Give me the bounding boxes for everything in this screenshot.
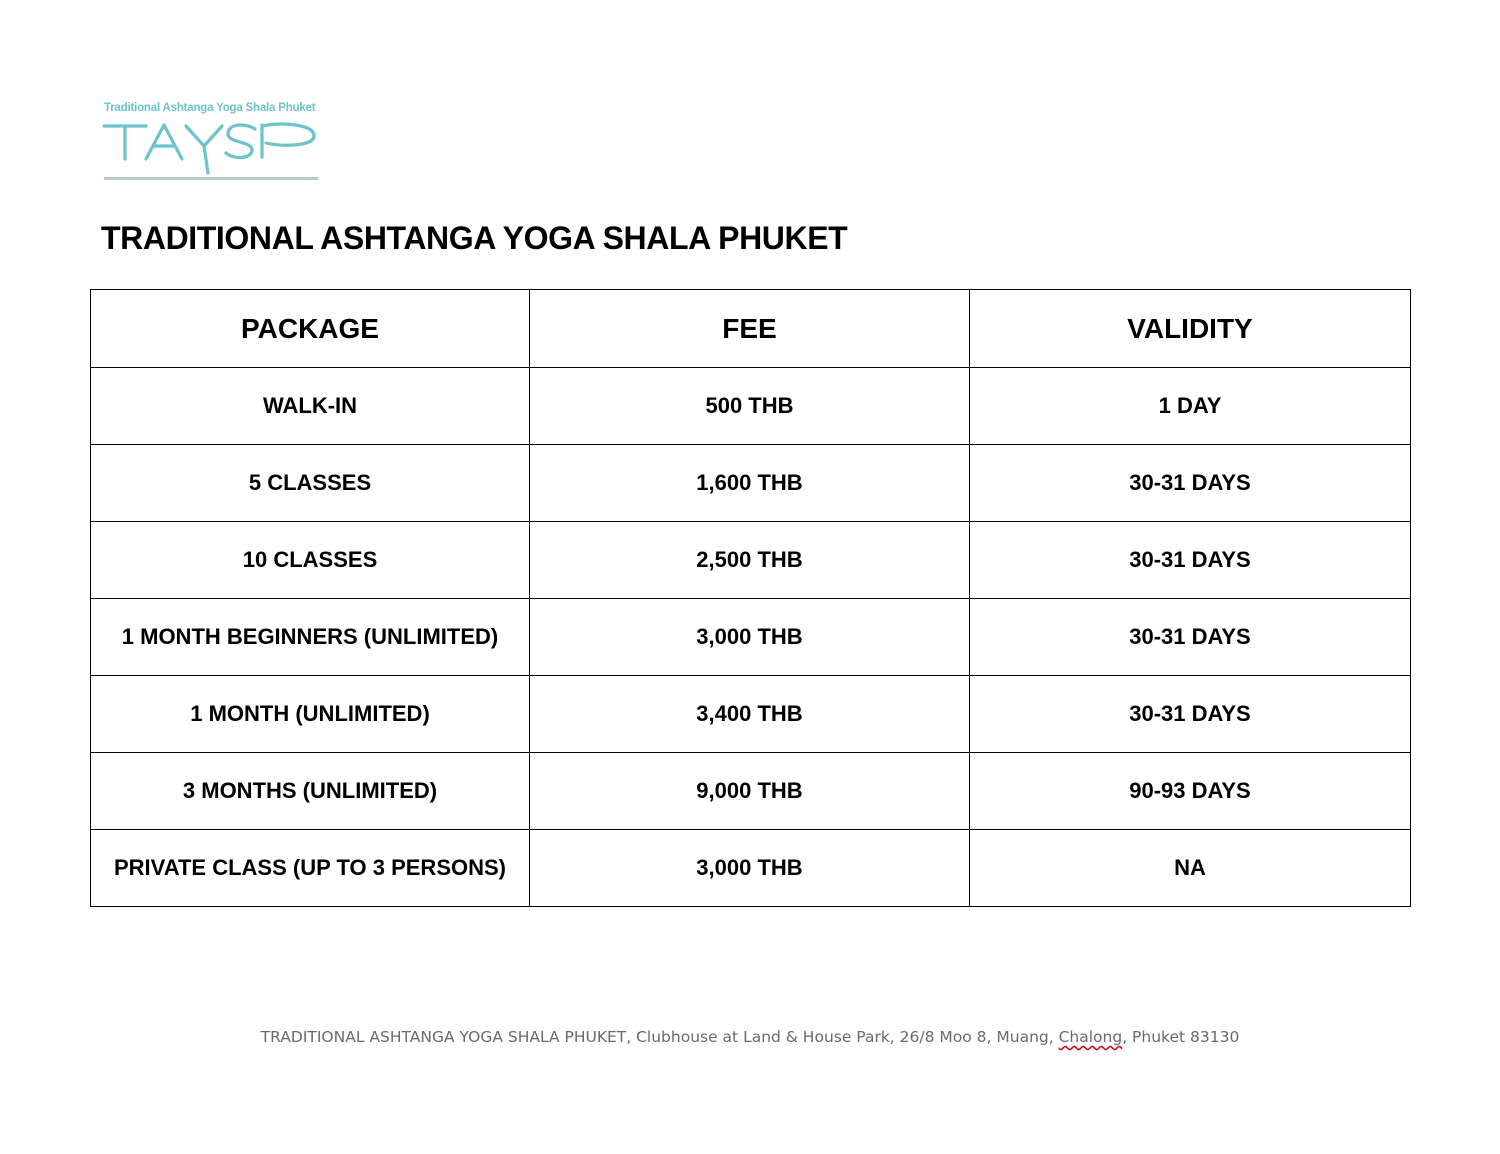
table-row — [91, 599, 1411, 676]
fee-cell: 3,400 THB — [530, 676, 970, 753]
validity-cell: 30-31 DAYS — [970, 676, 1411, 753]
package-cell: 5 CLASSES — [91, 445, 530, 522]
fee-cell: 9,000 THB — [530, 753, 970, 830]
validity-cell: 30-31 DAYS — [970, 599, 1411, 676]
package-cell: 3 MONTHS (UNLIMITED) — [91, 753, 530, 830]
header-validity: VALIDITY — [970, 290, 1411, 368]
fee-cell: 3,000 THB — [530, 599, 970, 676]
validity-cell: NA — [970, 830, 1411, 907]
header-package: PACKAGE — [91, 290, 530, 368]
fee-cell: 1,600 THB — [530, 445, 970, 522]
fee-cell: 500 THB — [530, 368, 970, 445]
header-fee: FEE — [530, 290, 970, 368]
footer-address-end: , Phuket 83130 — [1122, 1028, 1240, 1046]
footer-address — [0, 1028, 1500, 1046]
fee-cell: 3,000 THB — [530, 830, 970, 907]
footer-address-text: TRADITIONAL ASHTANGA YOGA SHALA PHUKET, Clubhouse at Land & House Park, 26/8 Moo 8, Muang, — [260, 1028, 1059, 1046]
table-row — [91, 368, 1411, 445]
fee-cell: 2,500 THB — [530, 522, 970, 599]
table-row — [91, 830, 1411, 907]
logo — [100, 100, 322, 190]
footer-flagged-word: Chalong — [1058, 1028, 1123, 1046]
table-row — [91, 676, 1411, 753]
logo-mark — [100, 112, 322, 190]
table-row — [91, 445, 1411, 522]
package-fee-table — [90, 289, 1411, 907]
table-row — [91, 753, 1411, 830]
package-cell: 1 MONTH BEGINNERS (UNLIMITED) — [91, 599, 530, 676]
validity-cell: 1 DAY — [970, 368, 1411, 445]
package-cell: PRIVATE CLASS (UP TO 3 PERSONS) — [91, 830, 530, 907]
package-cell: WALK-IN — [91, 368, 530, 445]
package-cell: 10 CLASSES — [91, 522, 530, 599]
validity-cell: 30-31 DAYS — [970, 445, 1411, 522]
document-title: TRADITIONAL ASHTANGA YOGA SHALA PHUKET — [101, 220, 848, 256]
package-cell: 1 MONTH (UNLIMITED) — [91, 676, 530, 753]
logo-tagline: Traditional Ashtanga Yoga Shala Phuket — [104, 102, 316, 114]
validity-cell: 30-31 DAYS — [970, 522, 1411, 599]
table-header-row — [91, 290, 1411, 368]
validity-cell: 90-93 DAYS — [970, 753, 1411, 830]
table-row — [91, 522, 1411, 599]
